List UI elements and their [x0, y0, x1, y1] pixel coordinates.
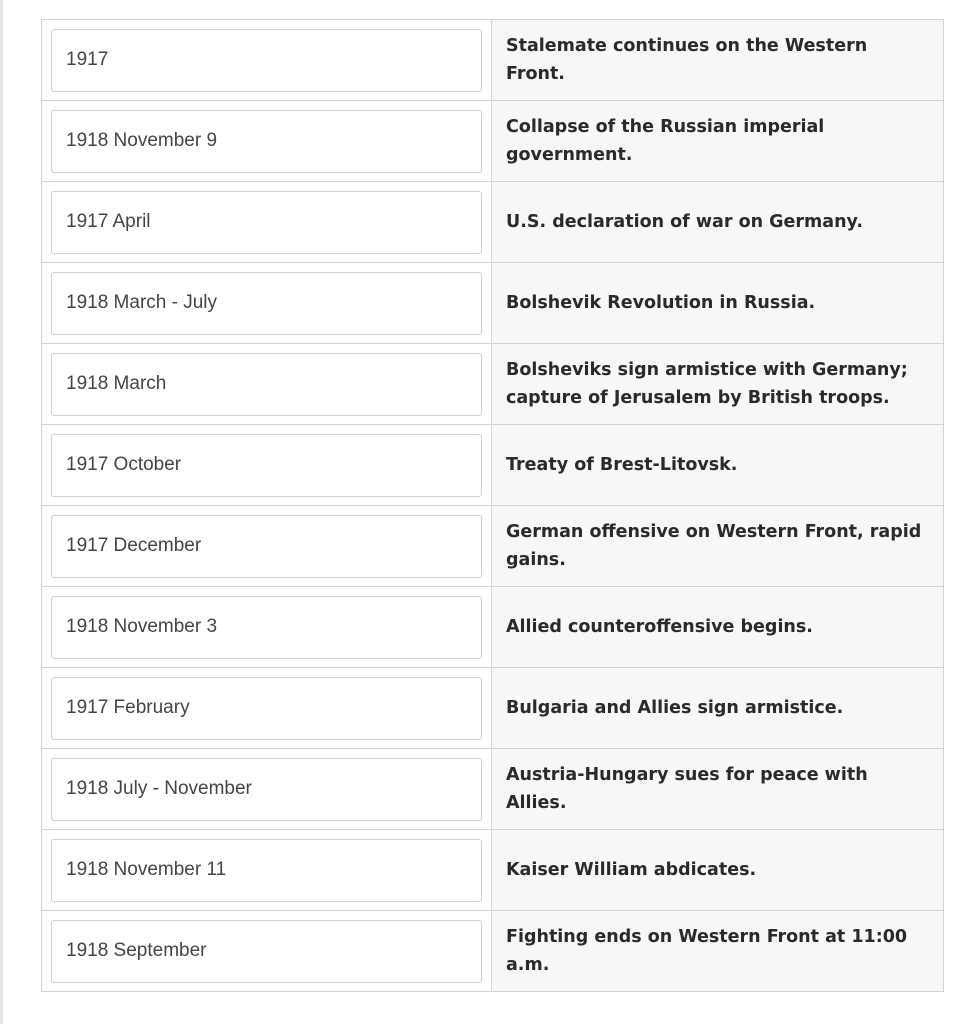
table-row	[42, 182, 944, 263]
event-description: Allied counteroffensive begins.	[506, 617, 813, 637]
event-cell	[492, 668, 944, 749]
date-answer-box[interactable]: 1917	[51, 29, 482, 92]
date-cell	[42, 263, 492, 344]
event-cell	[492, 344, 944, 425]
date-cell	[42, 668, 492, 749]
date-answer-box[interactable]: 1917 October	[51, 434, 482, 497]
table-row	[42, 344, 944, 425]
date-answer-box[interactable]: 1918 November 9	[51, 110, 482, 173]
event-cell	[492, 263, 944, 344]
table-row	[42, 506, 944, 587]
event-cell	[492, 425, 944, 506]
event-description: Stalemate continues on the Western Front.	[506, 36, 868, 84]
table-row	[42, 749, 944, 830]
event-cell	[492, 182, 944, 263]
date-cell	[42, 911, 492, 992]
date-answer-box[interactable]: 1918 July - November	[51, 758, 482, 821]
date-cell	[42, 182, 492, 263]
date-answer-box[interactable]: 1917 February	[51, 677, 482, 740]
event-description: Bolshevik Revolution in Russia.	[506, 293, 816, 313]
event-description: Austria-Hungary sues for peace with Allies.	[506, 765, 868, 813]
date-cell	[42, 830, 492, 911]
date-cell	[42, 506, 492, 587]
table-row	[42, 20, 944, 101]
date-cell	[42, 587, 492, 668]
event-cell	[492, 830, 944, 911]
table-row	[42, 101, 944, 182]
date-cell	[42, 344, 492, 425]
date-answer-box[interactable]: 1918 March - July	[51, 272, 482, 335]
date-cell	[42, 749, 492, 830]
event-cell	[492, 20, 944, 101]
table-row	[42, 263, 944, 344]
table-row	[42, 830, 944, 911]
matching-table	[41, 19, 944, 992]
event-cell	[492, 911, 944, 992]
matching-table-body	[42, 20, 944, 992]
date-cell	[42, 425, 492, 506]
event-description: Bulgaria and Allies sign armistice.	[506, 698, 844, 718]
event-cell	[492, 587, 944, 668]
date-answer-box[interactable]: 1918 March	[51, 353, 482, 416]
date-answer-box[interactable]: 1917 December	[51, 515, 482, 578]
date-answer-box[interactable]: 1917 April	[51, 191, 482, 254]
event-description: Kaiser William abdicates.	[506, 860, 757, 880]
event-description: German offensive on Western Front, rapid gains.	[506, 522, 922, 570]
table-row	[42, 587, 944, 668]
event-description: Treaty of Brest-Litovsk.	[506, 455, 738, 475]
event-description: Fighting ends on Western Front at 11:00 a.m.	[506, 927, 908, 975]
date-cell	[42, 101, 492, 182]
event-cell	[492, 101, 944, 182]
event-description: Bolsheviks sign armistice with Germany; capture of Jerusalem by British troops.	[506, 360, 908, 408]
table-row	[42, 668, 944, 749]
table-row	[42, 911, 944, 992]
date-cell	[42, 20, 492, 101]
table-row	[42, 425, 944, 506]
date-answer-box[interactable]: 1918 November 11	[51, 839, 482, 902]
event-description: U.S. declaration of war on Germany.	[506, 212, 863, 232]
date-answer-box[interactable]: 1918 November 3	[51, 596, 482, 659]
event-cell	[492, 749, 944, 830]
event-description: Collapse of the Russian imperial government.	[506, 117, 825, 165]
event-cell	[492, 506, 944, 587]
date-answer-box[interactable]: 1918 September	[51, 920, 482, 983]
